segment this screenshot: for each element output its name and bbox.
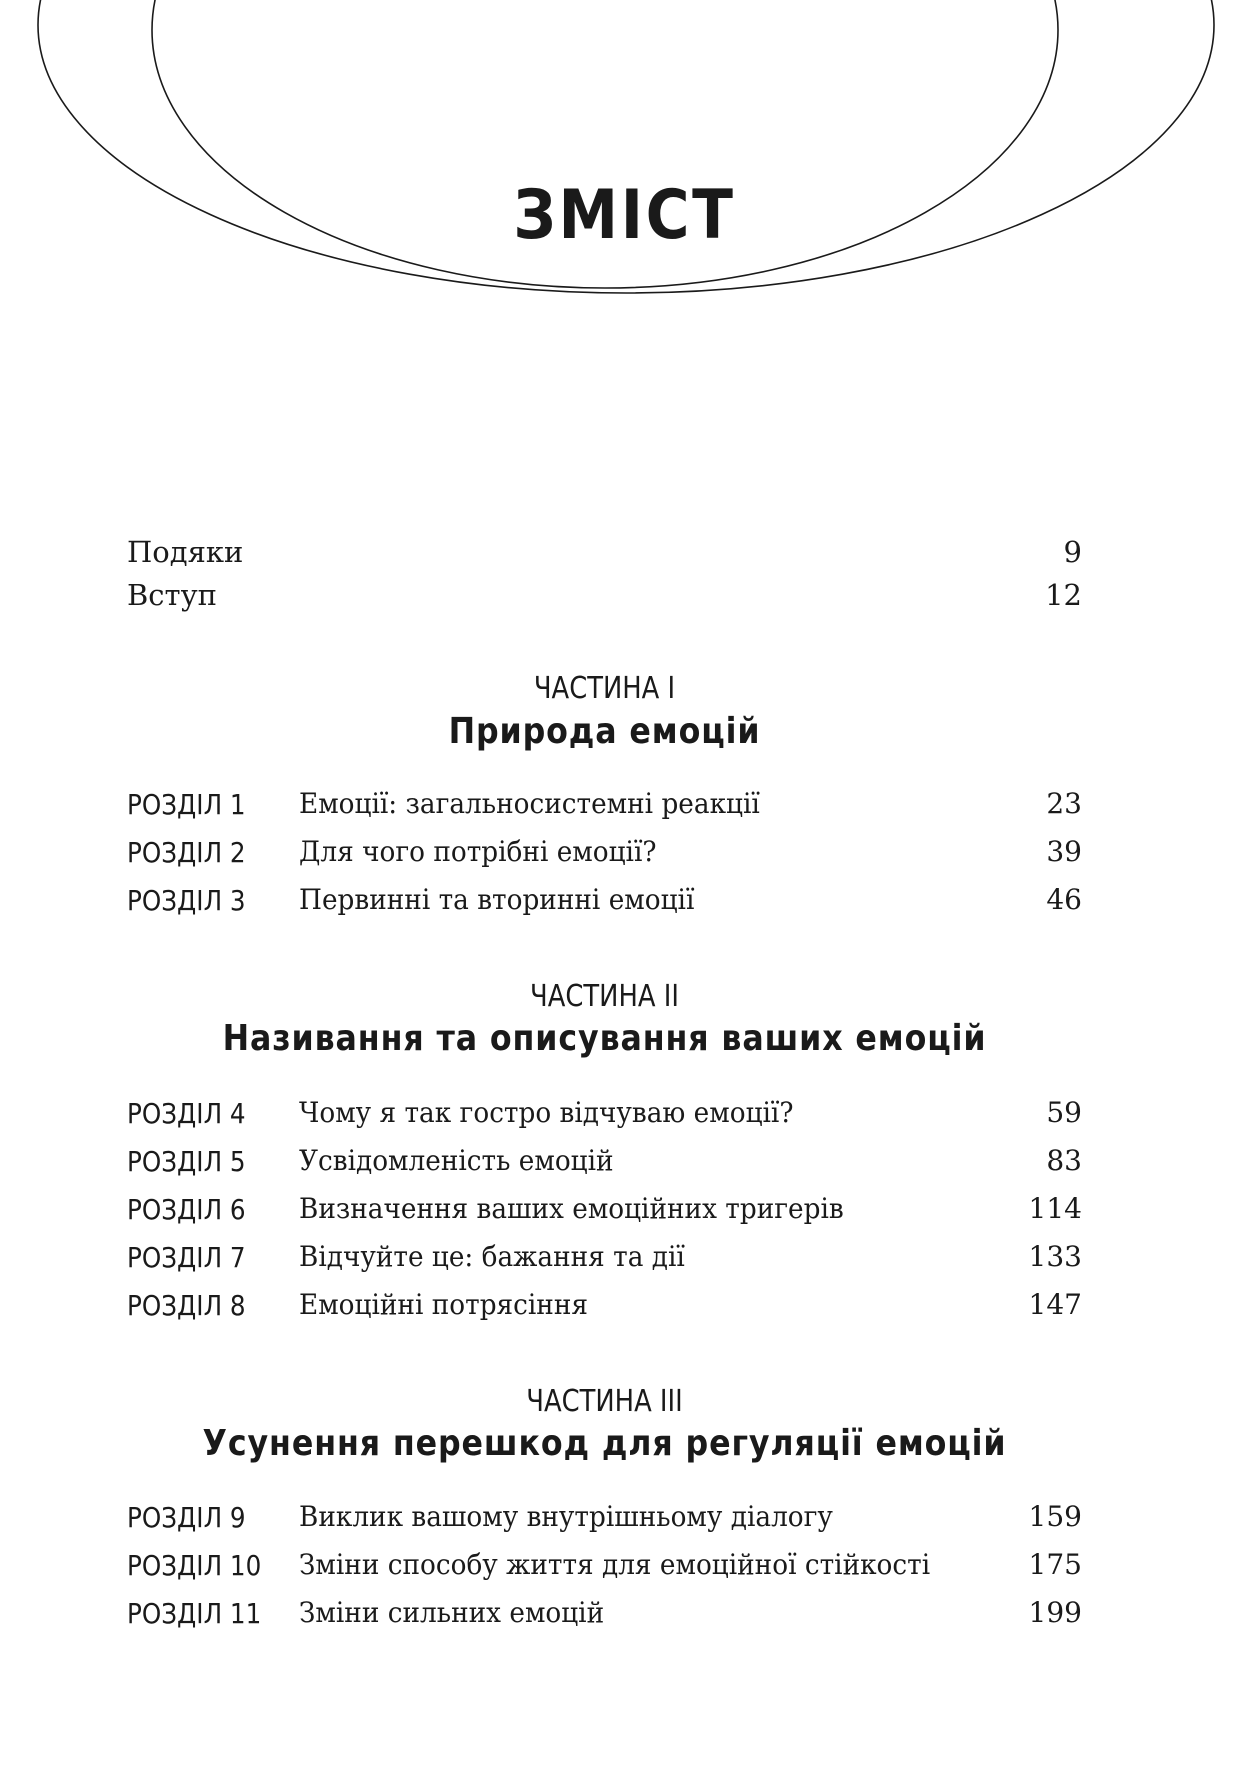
chapter-title: Виклик вашому внутрішньому діалогу [299, 1500, 833, 1533]
chapter-page: 175 [1028, 1548, 1082, 1581]
chapter-label: РОЗДІЛ 11 [127, 1597, 262, 1630]
chapter-title: Зміни способу життя для емоційної стійкості [299, 1548, 931, 1581]
part-title: Називання та описування ваших емоцій [222, 1018, 987, 1059]
chapter-page: 23 [1046, 787, 1082, 820]
toc-entry-introduction[interactable] [127, 578, 1082, 622]
chapter-page: 39 [1046, 835, 1082, 868]
chapter-title: Чому я так гостро відчуваю емоції? [299, 1096, 794, 1129]
toc-chapter-row[interactable] [127, 883, 1082, 929]
toc-chapter-row[interactable] [127, 1500, 1082, 1546]
chapter-title: Емоції: загальносистемні реакції [299, 787, 760, 820]
chapter-page: 83 [1046, 1144, 1082, 1177]
entry-page: 9 [1063, 535, 1082, 569]
part-title: Усунення перешкод для регуляції емоцій [202, 1423, 1007, 1464]
toc-chapter-row[interactable] [127, 1240, 1082, 1286]
part-label: ЧАСТИНА III [526, 1384, 683, 1419]
chapter-label: РОЗДІЛ 8 [127, 1289, 246, 1322]
entry-title: Вступ [127, 578, 217, 612]
toc-chapter-row[interactable] [127, 1096, 1082, 1142]
chapter-label: РОЗДІЛ 1 [127, 788, 246, 821]
toc-chapter-row[interactable] [127, 1192, 1082, 1238]
page-title: ЗМІСТ [513, 176, 736, 255]
chapter-title: Для чого потрібні емоції? [299, 835, 657, 868]
chapter-title: Усвідомленість емоцій [299, 1144, 614, 1177]
chapter-page: 59 [1046, 1096, 1082, 1129]
entry-title: Подяки [127, 535, 244, 569]
chapter-page: 114 [1028, 1192, 1082, 1225]
decorative-ellipses [0, 0, 1249, 330]
toc-chapter-row[interactable] [127, 835, 1082, 881]
chapter-label: РОЗДІЛ 4 [127, 1097, 246, 1130]
chapter-title: Відчуйте це: бажання та дії [299, 1240, 685, 1273]
chapter-page: 46 [1046, 883, 1082, 916]
chapter-page: 199 [1028, 1596, 1082, 1629]
toc-chapter-row[interactable] [127, 787, 1082, 833]
part-label: ЧАСТИНА II [530, 979, 679, 1014]
chapter-label: РОЗДІЛ 10 [127, 1549, 262, 1582]
toc-chapter-row[interactable] [127, 1596, 1082, 1642]
part-label: ЧАСТИНА I [533, 671, 676, 706]
chapter-label: РОЗДІЛ 7 [127, 1241, 246, 1274]
chapter-label: РОЗДІЛ 2 [127, 836, 246, 869]
chapter-label: РОЗДІЛ 5 [127, 1145, 246, 1178]
chapter-page: 133 [1028, 1240, 1082, 1273]
chapter-label: РОЗДІЛ 9 [127, 1501, 246, 1534]
chapter-title: Емоційні потрясіння [299, 1288, 589, 1321]
chapter-title: Первинні та вторинні емоції [299, 883, 695, 916]
toc-entry-acknowledgments[interactable] [127, 535, 1082, 579]
chapter-label: РОЗДІЛ 3 [127, 884, 246, 917]
chapter-page: 147 [1028, 1288, 1082, 1321]
chapter-label: РОЗДІЛ 6 [127, 1193, 246, 1226]
part-title: Природа емоцій [448, 711, 761, 752]
chapter-title: Визначення ваших емоційних тригерів [299, 1192, 844, 1225]
toc-chapter-row[interactable] [127, 1144, 1082, 1190]
entry-page: 12 [1045, 578, 1082, 612]
chapter-title: Зміни сильних емоцій [299, 1596, 605, 1629]
toc-chapter-row[interactable] [127, 1548, 1082, 1594]
toc-chapter-row[interactable] [127, 1288, 1082, 1334]
chapter-page: 159 [1028, 1500, 1082, 1533]
